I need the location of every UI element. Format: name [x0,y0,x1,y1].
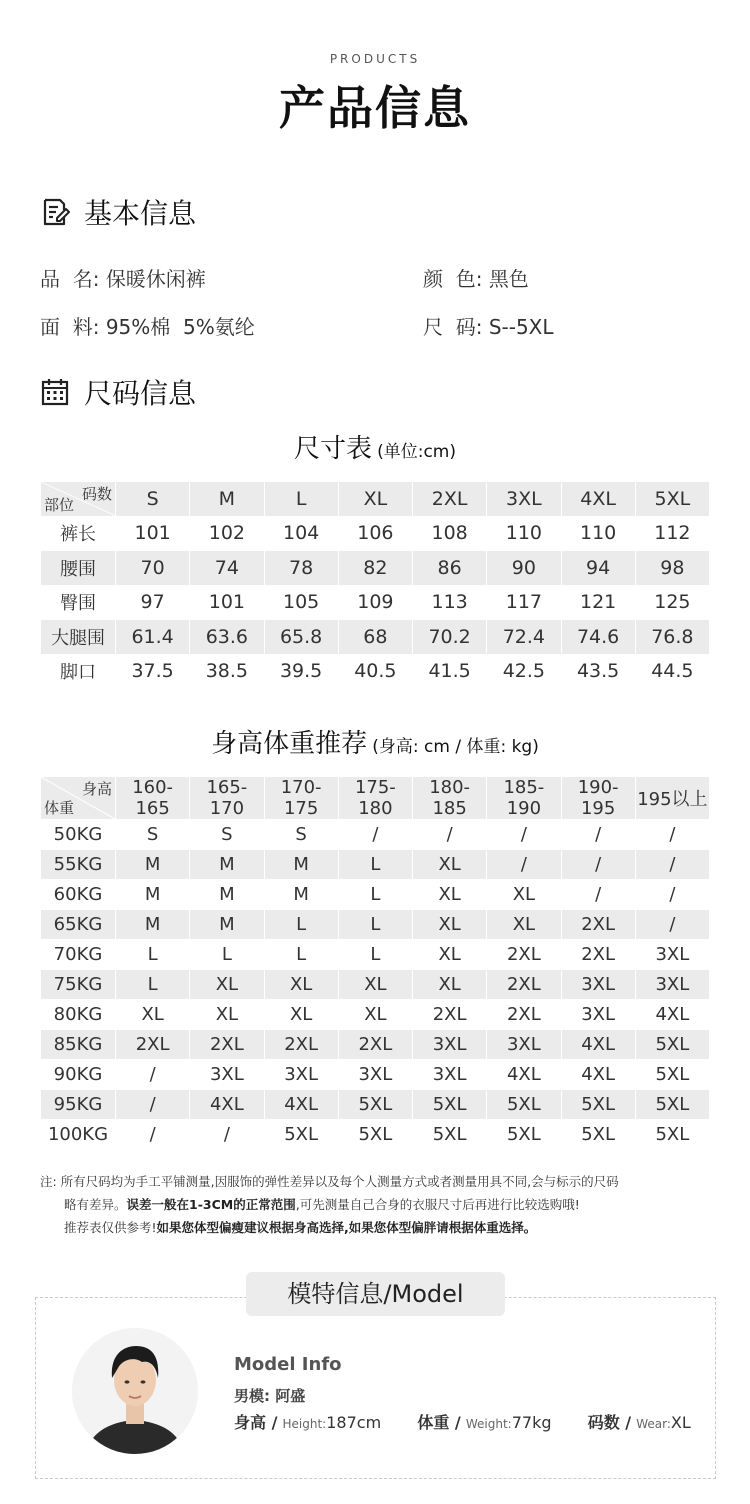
height-value: 187cm [326,1413,382,1432]
table-cell: 37.5 [116,654,190,689]
table-cell: 5XL [635,1090,709,1120]
model-info-tab: 模特信息/Model [246,1272,505,1316]
table-cell: 90 [487,551,561,586]
table-cell: XL [487,910,561,940]
row-label: 65KG [41,910,116,940]
size-table-title: 尺寸表 [293,434,372,464]
table-cell: 63.6 [190,620,264,655]
table-cell: 76.8 [635,620,709,655]
table-cell: 65.8 [264,620,338,655]
table-cell: M [190,850,264,880]
table-cell: S [116,820,190,850]
row-label: 70KG [41,940,116,970]
table-cell: / [561,880,635,910]
table-cell: 39.5 [264,654,338,689]
size-table [40,481,710,689]
row-label: 55KG [41,850,116,880]
page-title: 产品信息 [279,81,471,135]
table-row [41,1030,710,1060]
row-label: 裤长 [41,516,116,551]
size-table-corner-cell [41,482,116,517]
table-cell: 4XL [487,1060,561,1090]
column-header: 175-180 [338,777,412,820]
table-cell: / [190,1120,264,1150]
recommendation-table [40,776,710,1150]
corner-bottom-label: 体重 [44,799,75,817]
size-table-header-row [41,482,710,517]
wear-value: XL [670,1413,691,1432]
row-label: 95KG [41,1090,116,1120]
rec-table-title: 身高体重推荐 [211,729,368,759]
table-cell: L [264,940,338,970]
table-cell: 2XL [264,1030,338,1060]
table-cell: M [264,880,338,910]
table-cell: 74 [190,551,264,586]
height-en-label: Height: [282,1417,327,1431]
table-cell: XL [413,910,487,940]
rec-table-corner-cell [41,777,116,820]
note-line-2c: ,可先测量自己合身的衣服尺寸后再进行比较选购哦! [295,1197,580,1212]
table-cell: 82 [338,551,412,586]
table-cell: L [338,940,412,970]
table-cell: 5XL [487,1090,561,1120]
row-label: 60KG [41,880,116,910]
table-cell: 41.5 [413,654,487,689]
table-cell: 5XL [635,1030,709,1060]
table-cell: S [190,820,264,850]
table-cell: 78 [264,551,338,586]
table-row [41,1000,710,1030]
table-cell: XL [264,970,338,1000]
table-cell: M [116,850,190,880]
table-cell: 110 [487,516,561,551]
column-header: 185-190 [487,777,561,820]
row-label: 腰围 [41,551,116,586]
table-cell: / [116,1060,190,1090]
size-table-unit: (单位:cm) [377,442,456,462]
rec-table-header-row [41,777,710,820]
column-header: 190-195 [561,777,635,820]
table-cell: XL [264,1000,338,1030]
table-cell: 117 [487,585,561,620]
table-cell: 86 [413,551,487,586]
column-header: L [264,482,338,517]
table-cell: XL [413,940,487,970]
products-kicker: PRODUCTS [329,52,421,66]
note-line-3b: 如果您体型偏瘦建议根据身高选择,如果您体型偏胖请根据体重选择。 [156,1220,537,1235]
table-cell: 5XL [561,1120,635,1150]
table-cell: 4XL [190,1090,264,1120]
table-cell: L [116,940,190,970]
table-cell: XL [413,880,487,910]
column-header: S [116,482,190,517]
fabric-value: 95%棉 5%氨纶 [105,315,255,339]
calendar-grid-icon [40,377,70,407]
table-cell: 94 [561,551,635,586]
color-label: 颜 色: [423,267,483,291]
product-name-label: 品 名: [40,267,100,291]
table-cell: 42.5 [487,654,561,689]
column-header: XL [338,482,412,517]
table-cell: / [561,820,635,850]
row-label: 臀围 [41,585,116,620]
table-row [41,516,710,551]
table-cell: M [264,850,338,880]
table-cell: XL [413,850,487,880]
model-avatar [72,1328,198,1454]
table-cell: 3XL [264,1060,338,1090]
column-header: 3XL [487,482,561,517]
table-cell: 72.4 [487,620,561,655]
table-cell: 125 [635,585,709,620]
table-cell: 2XL [338,1030,412,1060]
table-cell: 108 [413,516,487,551]
size-range-row [423,311,554,340]
column-header: 165-170 [190,777,264,820]
table-cell: / [635,820,709,850]
table-cell: 44.5 [635,654,709,689]
size-info-title: 尺码信息 [84,377,197,410]
table-cell: 68 [338,620,412,655]
size-range-value: S--5XL [488,315,554,339]
corner-top-label: 身高 [81,780,112,798]
table-cell: XL [338,970,412,1000]
column-header: 170-175 [264,777,338,820]
table-cell: / [116,1120,190,1150]
table-cell: XL [487,880,561,910]
table-cell: 5XL [487,1120,561,1150]
form-edit-icon [40,197,70,227]
table-cell: / [116,1090,190,1120]
note-line-3 [40,1216,720,1239]
table-cell: / [561,850,635,880]
table-cell: 5XL [413,1090,487,1120]
table-cell: 104 [264,516,338,551]
table-cell: M [116,880,190,910]
table-cell: 3XL [561,1000,635,1030]
table-cell: / [635,910,709,940]
rec-table-unit: (身高: cm / 体重: kg) [372,737,539,757]
table-row [41,850,710,880]
table-cell: L [190,940,264,970]
table-cell: 98 [635,551,709,586]
table-cell: / [487,820,561,850]
model-info-heading: Model Info [234,1354,342,1375]
column-header: 5XL [635,482,709,517]
row-label: 脚口 [41,654,116,689]
table-cell: 4XL [561,1060,635,1090]
table-cell: 3XL [190,1060,264,1090]
table-cell: 43.5 [561,654,635,689]
table-cell: 2XL [561,940,635,970]
column-header: 2XL [413,482,487,517]
table-cell: 2XL [487,970,561,1000]
corner-bottom-label: 部位 [44,495,75,514]
column-header: M [190,482,264,517]
table-cell: L [116,970,190,1000]
note-line-2 [40,1193,720,1216]
table-cell: S [264,820,338,850]
table-cell: 3XL [487,1030,561,1060]
size-range-label: 尺 码: [423,315,483,339]
product-name-value: 保暖休闲裤 [105,267,206,291]
color-row [423,263,529,292]
table-row [41,820,710,850]
table-cell: 3XL [635,940,709,970]
table-cell: 5XL [338,1120,412,1150]
column-header: 195以上 [635,777,709,820]
table-cell: 4XL [635,1000,709,1030]
table-cell: XL [338,1000,412,1030]
table-cell: 112 [635,516,709,551]
table-cell: 2XL [487,940,561,970]
table-cell: 5XL [338,1090,412,1120]
product-name-row [40,263,206,292]
table-cell: 40.5 [338,654,412,689]
color-value: 黑色 [488,267,529,291]
table-cell: 3XL [413,1060,487,1090]
note-line-2a: 略有差异。 [64,1197,127,1212]
fabric-row [40,311,255,340]
table-cell: 70.2 [413,620,487,655]
table-cell: M [190,910,264,940]
table-cell: 5XL [635,1120,709,1150]
table-cell: 3XL [561,970,635,1000]
table-row [41,1060,710,1090]
table-cell: 5XL [561,1090,635,1120]
table-row [41,910,710,940]
model-name: 男模: 阿盛 [234,1387,306,1405]
table-cell: L [264,910,338,940]
table-row [41,551,710,586]
table-cell: 2XL [116,1030,190,1060]
weight-value: 77kg [511,1413,552,1432]
table-row [41,880,710,910]
column-header: 4XL [561,482,635,517]
model-stats [234,1410,691,1433]
table-row [41,620,710,655]
corner-top-label: 码数 [81,485,112,503]
row-label: 75KG [41,970,116,1000]
table-cell: 110 [561,516,635,551]
table-cell: 102 [190,516,264,551]
row-label: 大腿围 [41,620,116,655]
weight-label: 体重 / [417,1413,461,1432]
table-cell: 38.5 [190,654,264,689]
table-cell: 106 [338,516,412,551]
row-label: 80KG [41,1000,116,1030]
table-cell: 109 [338,585,412,620]
measurement-note [40,1170,720,1239]
table-cell: XL [413,970,487,1000]
table-cell: L [338,850,412,880]
table-cell: 121 [561,585,635,620]
table-cell: 105 [264,585,338,620]
table-row [41,970,710,1000]
table-cell: 113 [413,585,487,620]
height-label: 身高 / [234,1413,278,1432]
wear-label: 码数 / [587,1413,632,1432]
row-label: 50KG [41,820,116,850]
size-info-header [40,372,196,412]
note-line-3a: 推荐表仅供参考! [64,1220,157,1235]
table-cell: 5XL [264,1120,338,1150]
table-cell: / [487,850,561,880]
table-cell: L [338,880,412,910]
table-cell: 2XL [487,1000,561,1030]
table-cell: 74.6 [561,620,635,655]
rec-table-caption [0,723,750,760]
row-label: 85KG [41,1030,116,1060]
table-cell: XL [116,1000,190,1030]
table-cell: 4XL [264,1090,338,1120]
table-cell: 61.4 [116,620,190,655]
table-cell: XL [190,970,264,1000]
table-cell: 97 [116,585,190,620]
size-table-caption [0,428,750,465]
table-cell: 3XL [413,1030,487,1060]
table-cell: 101 [116,516,190,551]
column-header: 160-165 [116,777,190,820]
table-cell: XL [190,1000,264,1030]
table-row [41,654,710,689]
fabric-label: 面 料: [40,315,100,339]
column-header: 180-185 [413,777,487,820]
table-cell: / [635,880,709,910]
table-cell: 3XL [338,1060,412,1090]
table-row [41,1090,710,1120]
table-cell: / [635,850,709,880]
row-label: 90KG [41,1060,116,1090]
table-cell: 4XL [561,1030,635,1060]
table-cell: 3XL [635,970,709,1000]
wear-en-label: Wear: [636,1417,671,1431]
table-cell: 101 [190,585,264,620]
table-cell: / [413,820,487,850]
table-cell: / [338,820,412,850]
table-row [41,1120,710,1150]
row-label: 100KG [41,1120,116,1150]
table-cell: 2XL [561,910,635,940]
table-cell: 5XL [635,1060,709,1090]
note-line-2b: 误差一般在1-3CM的正常范围 [126,1197,296,1212]
table-cell: 5XL [413,1120,487,1150]
table-row [41,585,710,620]
note-line-1: 注: 所有尺码均为手工平铺测量,因服饰的弹性差异以及每个人测量方式或者测量用具不同,会与标示的尺码 [40,1174,619,1189]
table-cell: 2XL [413,1000,487,1030]
table-cell: 2XL [190,1030,264,1060]
basic-info-header [40,192,196,232]
table-cell: M [116,910,190,940]
table-cell: M [190,880,264,910]
basic-info-title: 基本信息 [84,197,197,230]
weight-en-label: Weight: [465,1417,512,1431]
table-cell: L [338,910,412,940]
table-cell: 70 [116,551,190,586]
table-row [41,940,710,970]
